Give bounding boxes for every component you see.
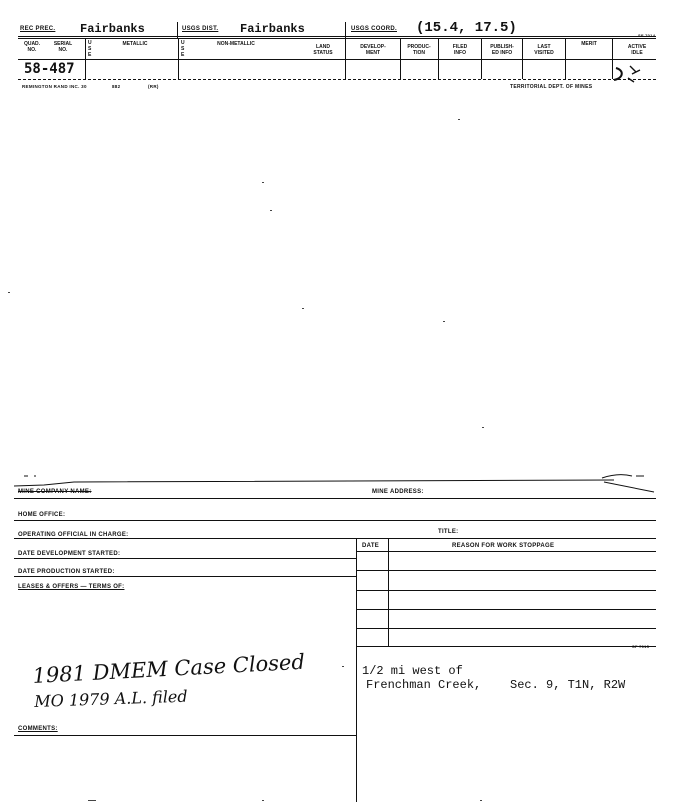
use-header-2: U S E bbox=[181, 40, 185, 58]
form-code-bottom: SF 7015 bbox=[632, 644, 650, 649]
active-idle-header: ACTIVE IDLE bbox=[627, 44, 647, 56]
col-divider bbox=[177, 22, 178, 38]
scan-speck bbox=[262, 800, 264, 801]
handwritten-note-1: 1981 DMEM Case Closed bbox=[32, 649, 306, 688]
col-divider bbox=[178, 38, 179, 79]
mine-company-label: MINE COMPANY NAME: bbox=[18, 489, 92, 495]
col-divider bbox=[85, 38, 86, 79]
printer-label: REMINGTON RAND INC. 30 bbox=[22, 84, 87, 89]
scan-speck bbox=[262, 182, 264, 183]
date-development-label: DATE DEVELOPMENT STARTED: bbox=[18, 551, 121, 557]
form-code-top: SF 7014 bbox=[638, 33, 656, 38]
col-divider bbox=[438, 38, 439, 79]
scan-speck bbox=[482, 427, 484, 428]
row-divider bbox=[14, 558, 356, 559]
filed-info-header: FILED INFO bbox=[452, 44, 468, 56]
rec-prec-value: Fairbanks bbox=[80, 22, 145, 36]
agency-label: TERRITORIAL DEPT. OF MINES bbox=[510, 84, 593, 90]
row-divider bbox=[18, 59, 656, 60]
development-header: DEVELOP- MENT bbox=[360, 44, 386, 56]
non-metallic-header: NON-METALLIC bbox=[217, 41, 255, 47]
date-column-label: DATE bbox=[362, 543, 380, 549]
handwritten-note-2: MO 1979 A.L. filed bbox=[34, 686, 188, 711]
row-divider bbox=[14, 498, 656, 499]
scan-speck bbox=[458, 119, 460, 120]
col-divider bbox=[565, 38, 566, 79]
scan-speck bbox=[302, 308, 304, 309]
col-divider bbox=[356, 538, 357, 802]
home-office-label: HOME OFFICE: bbox=[18, 512, 66, 518]
production-header: PRODUC- TION bbox=[407, 44, 431, 56]
use-header-1: U S E bbox=[88, 40, 92, 58]
last-visited-header: LAST VISITED bbox=[534, 44, 554, 56]
row-divider bbox=[14, 520, 656, 521]
col-divider bbox=[345, 22, 346, 38]
location-section: Sec. 9, T1N, R2W bbox=[510, 678, 626, 692]
col-divider bbox=[388, 538, 389, 646]
row-divider bbox=[18, 36, 656, 37]
merit-header: MERIT bbox=[581, 41, 597, 47]
usgs-coord-label: USGS COORD. bbox=[351, 26, 397, 32]
location-line-1: 1/2 mi west of bbox=[362, 664, 463, 678]
scan-speck bbox=[270, 210, 272, 211]
quad-value: 58-487 bbox=[24, 61, 75, 77]
comments-label: COMMENTS: bbox=[18, 726, 58, 732]
col-divider bbox=[345, 38, 346, 79]
row-divider bbox=[18, 79, 656, 80]
row-divider bbox=[14, 735, 356, 736]
row-divider bbox=[18, 38, 656, 39]
title-label: TITLE: bbox=[438, 529, 459, 535]
quad-header: QUAD. NO. bbox=[23, 41, 41, 53]
reason-stoppage-label: REASON FOR WORK STOPPAGE bbox=[452, 543, 555, 549]
scan-speck bbox=[342, 666, 344, 667]
rec-prec-label: REC PREC. bbox=[20, 26, 56, 32]
mine-address-label: MINE ADDRESS: bbox=[372, 489, 424, 495]
row-divider bbox=[356, 570, 656, 571]
row-divider bbox=[14, 538, 656, 539]
col-divider bbox=[522, 38, 523, 79]
row-divider bbox=[356, 628, 656, 629]
date-production-label: DATE PRODUCTION STARTED: bbox=[18, 569, 115, 575]
usgs-dist-value: Fairbanks bbox=[240, 22, 305, 36]
card-edge bbox=[14, 472, 664, 494]
usgs-dist-label: USGS DIST. bbox=[182, 26, 219, 32]
serial-header: SERIAL NO. bbox=[53, 41, 73, 53]
scan-speck bbox=[8, 292, 10, 293]
check-mark-icon bbox=[606, 60, 654, 88]
row-divider bbox=[356, 646, 656, 647]
land-status-header: LAND STATUS bbox=[313, 44, 333, 56]
col-divider bbox=[400, 38, 401, 79]
operating-official-label: OPERATING OFFICIAL IN CHARGE: bbox=[18, 532, 129, 538]
printer-code: 882 bbox=[112, 84, 121, 89]
scan-speck bbox=[443, 321, 445, 322]
row-divider bbox=[14, 576, 356, 577]
usgs-coord-value: (15.4, 17.5) bbox=[416, 20, 517, 36]
col-divider bbox=[481, 38, 482, 79]
metallic-header: METALLIC bbox=[122, 41, 148, 47]
location-line-2: Frenchman Creek, bbox=[366, 678, 482, 692]
published-info-header: PUBLISH- ED INFO bbox=[490, 44, 514, 56]
row-divider bbox=[356, 590, 656, 591]
scan-speck bbox=[88, 800, 96, 801]
scan-speck bbox=[480, 800, 482, 801]
leases-offers-label: LEASES & OFFERS — TERMS OF: bbox=[18, 584, 125, 590]
printer-code-2: (RR) bbox=[148, 84, 159, 89]
row-divider bbox=[356, 551, 656, 552]
row-divider bbox=[356, 609, 656, 610]
